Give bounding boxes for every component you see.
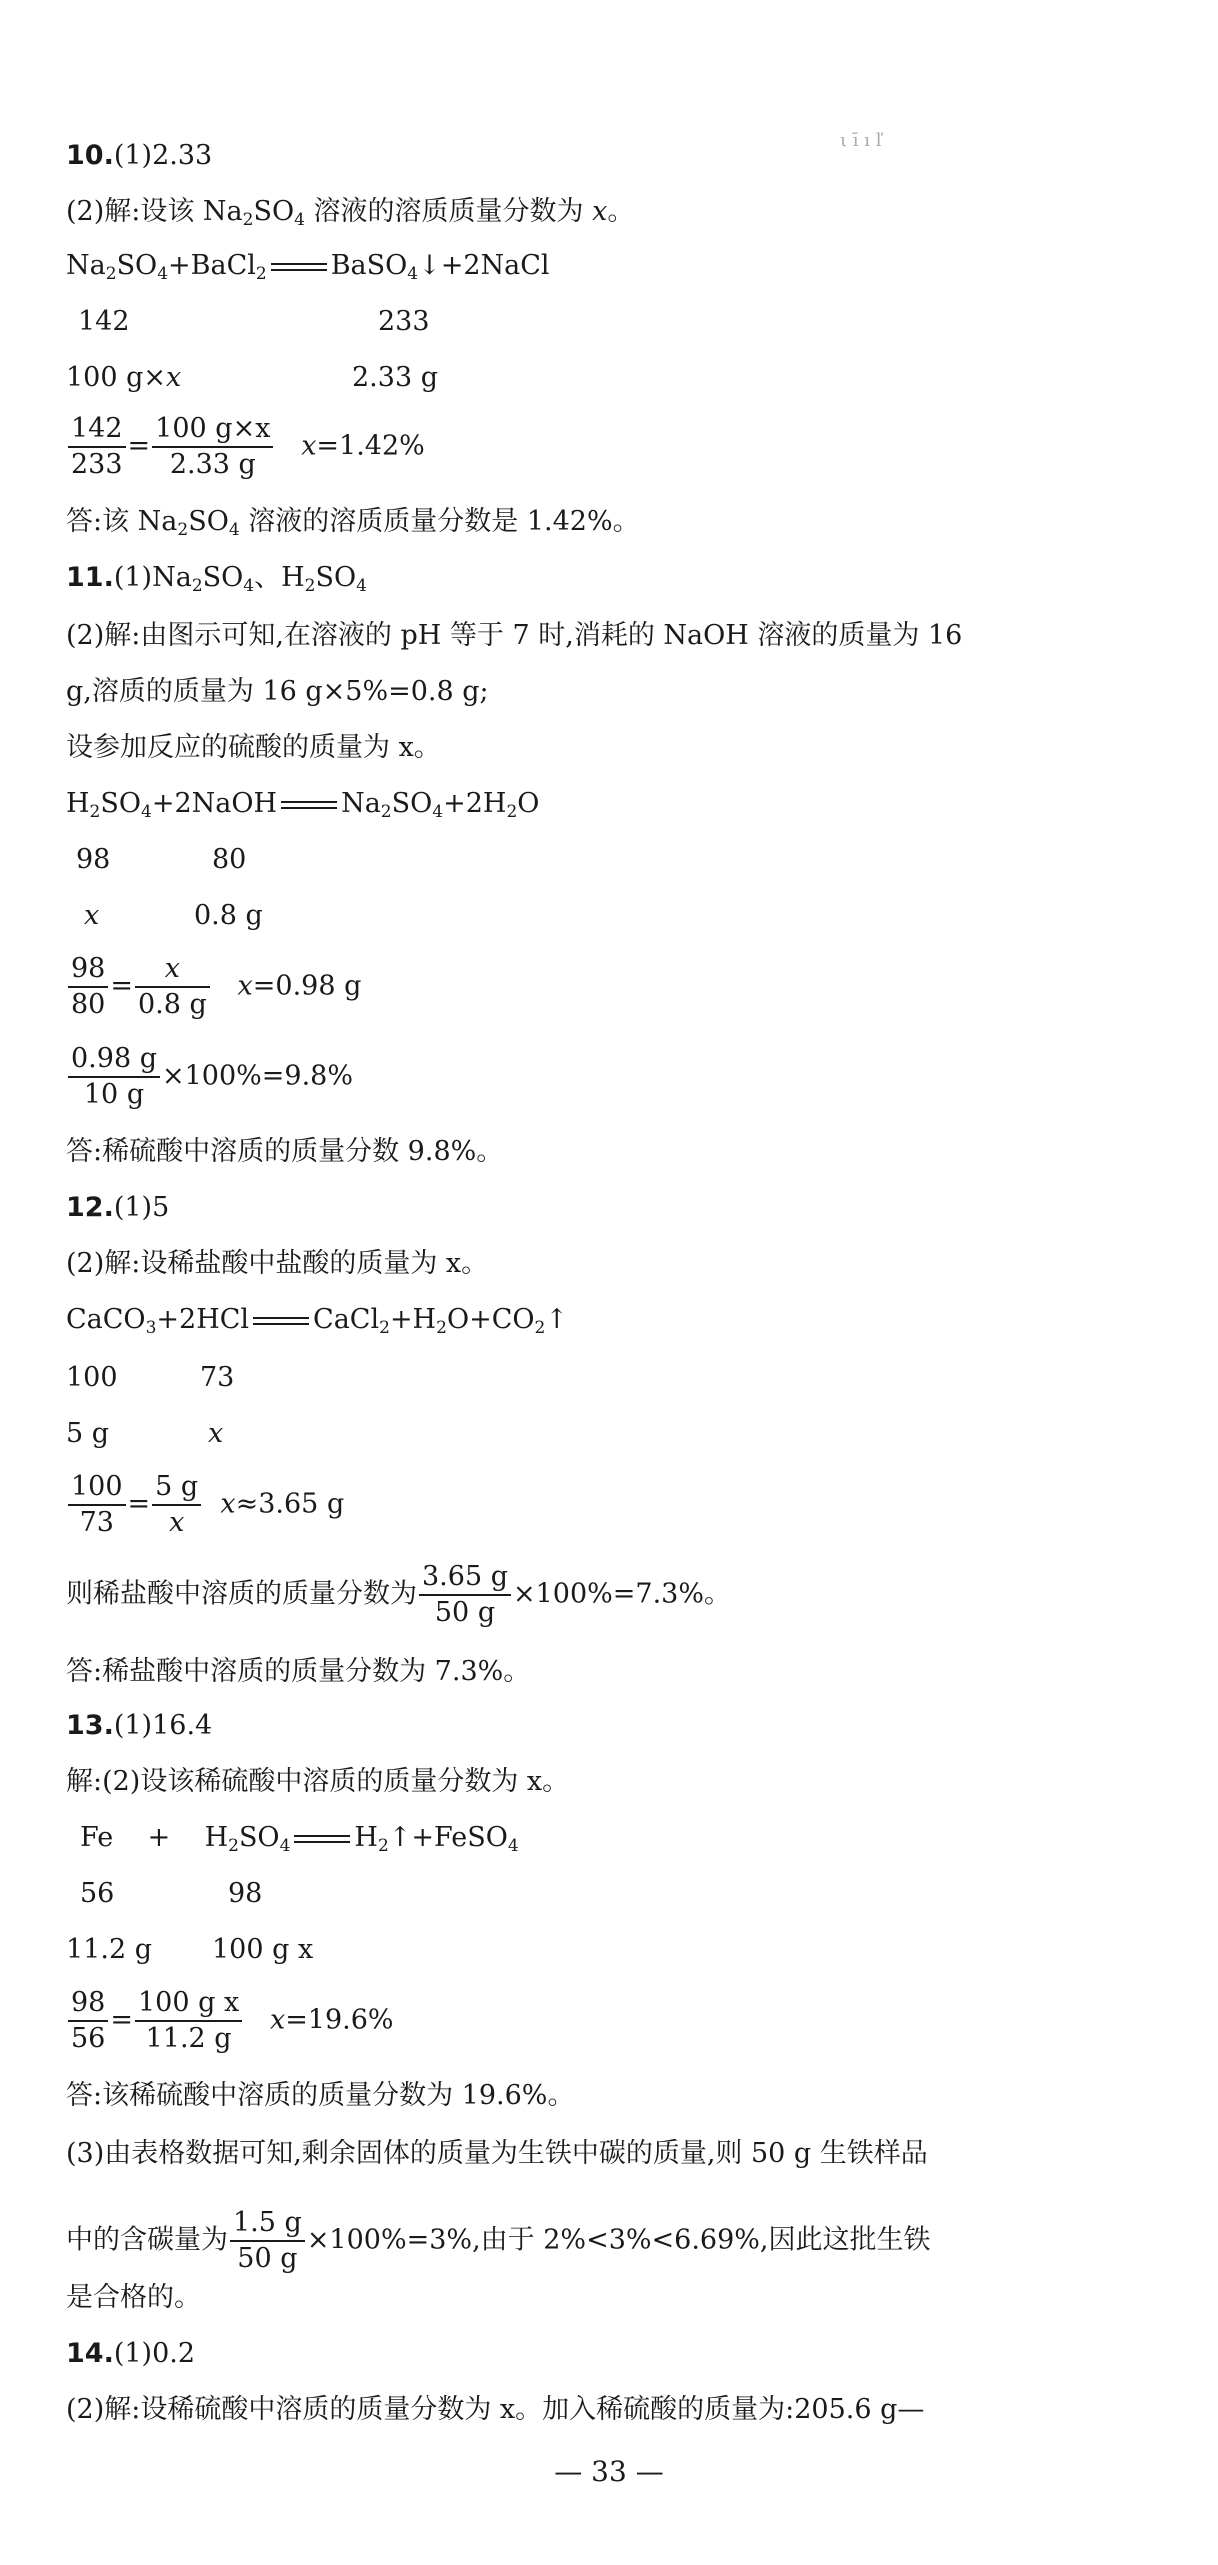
scan-mark: ι ī ı ľ [840, 130, 882, 151]
q12-proportion: $\frac{100}{73}$ = $\frac{5 g}{x}$ x≈3.65 g [66, 1470, 344, 1540]
q11-quantity-1: x [84, 900, 100, 931]
q12-equation: CaCO$_3$+2HCl $CaCl_2+H_2O+CO_2↑$ [66, 1304, 568, 1338]
equals-arrow-icon [271, 263, 327, 271]
q13-molar-mass-2: 98 [228, 1878, 263, 1909]
q12-molar-mass-2: 73 [200, 1362, 235, 1393]
q10-molar-mass-2: 233 [378, 306, 430, 337]
q12-answer: 答:稀盐酸中溶质的质量分数为 7.3%。 [66, 1656, 531, 1687]
q10-quantity-2: 2.33 g [352, 362, 438, 393]
q13-proportion: $\frac{98}{56}$ = $\frac{\text{100 g x}}{11.2 g}$ x=19.6% [66, 1986, 394, 2056]
q13-line2: 解:(2)设该稀硫酸中溶质的质量分数为 x。 [66, 1766, 570, 1797]
q13-part3-line2: 中的含碳量为 $\frac{1.5 g}{50 g}$ ×100%=3%,由于 2%<3%<6.69%,因此这批生铁 [66, 2207, 931, 2274]
q10-molar-mass-1: 142 [78, 306, 130, 337]
q10-equation: $Na_2SO_4+BaCl_2$ BaSO$_4$↓+2NaCl [66, 250, 550, 284]
page-number: — 33 — [554, 2455, 664, 2488]
q11-line4: 设参加反应的硫酸的质量为 x。 [66, 732, 441, 763]
q13-part1: 13.(1)16.4 [66, 1710, 213, 1741]
question-number: 10. [66, 140, 114, 171]
q12-quantity-2: x [208, 1418, 224, 1449]
q11-quantity-2: 0.8 g [194, 900, 263, 931]
q13-molar-mass-1: 56 [80, 1878, 115, 1909]
q11-molar-mass-2: 80 [212, 844, 247, 875]
q13-part3-line1: (3)由表格数据可知,剩余固体的质量为生铁中碳的质量,则 50 g 生铁样品 [66, 2138, 928, 2169]
q11-part1: $11.(1)Na_2SO_4$、$H_2SO_4$ [66, 562, 367, 596]
equals-arrow-icon [253, 1317, 309, 1325]
q10-proportion: $\frac{142}{233}$ = $\frac{100 g\times x}{2.33 g}$ x=1.42% [66, 412, 425, 482]
q13-quantity-2: 100 g x [212, 1934, 314, 1965]
q10-quantity-1: 100 g×x [66, 362, 182, 393]
q13-part3-line3: 是合格的。 [66, 2282, 201, 2313]
q11-line2: (2)解:由图示可知,在溶液的 pH 等于 7 时,消耗的 NaOH 溶液的质量为 16 [66, 620, 963, 651]
q11-proportion: $\frac{98}{80}$ = $\frac{x}{0.8 g}$ x=0.98 g [66, 952, 361, 1022]
q12-quantity-1: 5 g [66, 1418, 110, 1449]
equals-arrow-icon [281, 801, 337, 809]
q11-molar-mass-1: 98 [76, 844, 111, 875]
q14-line2: (2)解:设稀硫酸中溶质的质量分数为 x。加入稀硫酸的质量为:205.6 g— [66, 2394, 925, 2425]
q14-part1: 14.(1)0.2 [66, 2338, 196, 2369]
q13-equation: Fe + $H_2SO_4$ $H_2↑+FeSO_4$ [80, 1822, 519, 1856]
q10-part2-intro: (2)解:设该 $Na_2SO_4$ 溶液的溶质质量分数为 x。 [66, 196, 635, 230]
q12-line2: (2)解:设稀盐酸中盐酸的质量为 x。 [66, 1248, 489, 1279]
q13-quantity-1: 11.2 g [66, 1934, 152, 1965]
equals-arrow-icon [294, 1835, 350, 1843]
q12-molar-mass-1: 100 [66, 1362, 118, 1393]
q11-percentage: $\frac{0.98 g}{10 g}$ ×100%=9.8% [66, 1042, 353, 1112]
q11-answer: 答:稀硫酸中溶质的质量分数 9.8%。 [66, 1136, 504, 1167]
q12-part1: 12.(1)5 [66, 1192, 170, 1223]
q11-line3: g,溶质的质量为 16 g×5%=0.8 g; [66, 676, 489, 707]
q13-answer: 答:该稀硫酸中溶质的质量分数为 19.6%。 [66, 2080, 575, 2111]
q12-ratio: 则稀盐酸中溶质的质量分数为 $\frac{3.65 g}{50 g}$ ×100%=7.3%。 [66, 1561, 732, 1628]
q10-answer: 答:该 $Na_2SO_4$ 溶液的溶质质量分数是 1.42%。 [66, 506, 640, 540]
q10-part1: 10.(1)2.33 [66, 140, 213, 171]
q11-equation: $H_2SO_4+2NaOH$ $Na_2SO_4+2H_2O$ [66, 788, 540, 822]
